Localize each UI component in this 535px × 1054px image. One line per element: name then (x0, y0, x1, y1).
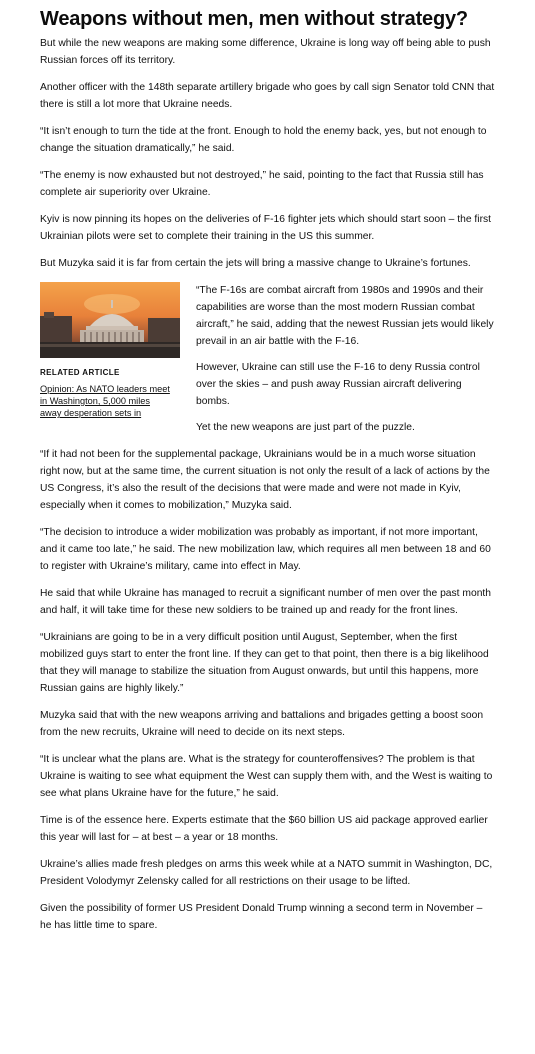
paragraph: Another officer with the 148th separate artillery brigade who goes by call sign Senator told CNN that there is still a lot more that Ukraine needs. (40, 82, 495, 110)
paragraph: “If it had not been for the supplemental package, Ukrainians would be in a much worse situation right now, but at the same time, the current situation is not only the result of a lack of actions by the US Congress, it’s also the result of the decisions that were made and were not made in Kyiv, especially when it comes to mobilization,” Muzyka said. (40, 449, 490, 511)
paragraph: However, Ukraine can still use the F-16 to deny Russia control over the skies – and push away Russian aircraft delivering bombs. (196, 362, 480, 407)
paragraph: But Muzyka said it is far from certain the jets will bring a massive change to Ukraine’s fortunes. (40, 258, 471, 269)
related-article-label: RELATED ARTICLE (40, 368, 120, 377)
paragraph: “The decision to introduce a wider mobilization was probably as important, if not more important, and it came too late,” he said. The new mobilization law, which requires all men between 18 and 60 to register with Ukraine’s military, came into effect in May. (40, 527, 491, 572)
paragraph: Muzyka said that with the new weapons arriving and battalions and brigades getting a boost soon from the new recruits, Ukraine will need to decide on its next steps. (40, 710, 484, 738)
article-body-float (196, 282, 495, 419)
paragraph: Ukraine’s allies made fresh pledges on arms this week while at a NATO summit in Washington, DC, President Volodymyr Zelensky called for all restrictions on their usage to be lifted. (40, 859, 493, 887)
related-article-block (40, 282, 495, 419)
paragraph: Given the possibility of former US President Donald Trump winning a second term in November – he has little time to spare. (40, 903, 483, 931)
paragraph: “Ukrainians are going to be in a very difficult position until August, September, when the first mobilized guys start to enter the front line. If they can get to that point, then there is a big likelihood that they will manage to stabilize the situation from August onwards, but until this happens, more Russian gains are highly likely.” (40, 632, 489, 694)
related-article-link-line[interactable]: Opinion: As NATO leaders meet (40, 384, 170, 394)
related-article-link[interactable] (40, 383, 182, 419)
paragraph: He said that while Ukraine has managed to recruit a significant number of men over the past month and half, it will take time for these new soldiers to be trained up and ready for the front lines. (40, 588, 492, 616)
paragraph: But while the new weapons are making some difference, Ukraine is long way off being able to push Russian forces off its territory. (40, 38, 491, 66)
article-body-top (40, 35, 495, 272)
paragraph: “The F-16s are combat aircraft from 1980s and 1990s and their capabilities are worse than the most modern Russian combat aircraft,” he said, adding that the newest Russian jets would likely prevail in an air battle with the F-16. (196, 285, 494, 347)
related-article-link-line[interactable]: in Washington, 5,000 miles (40, 396, 150, 406)
related-article[interactable] (40, 282, 182, 419)
related-article-link-line[interactable]: away desperation sets in (40, 408, 142, 418)
paragraph: Yet the new weapons are just part of the puzzle. (196, 422, 415, 433)
paragraph: Time is of the essence here. Experts estimate that the $60 billion US aid package approved earlier this year will last for – at best – a year or 18 months. (40, 815, 488, 843)
related-article-thumbnail[interactable] (40, 282, 180, 358)
paragraph: “It is unclear what the plans are. What is the strategy for counteroffensives? The problem is that Ukraine is waiting to see what equipment the West can supply them with, and the West is waiting to see what plans Ukraine have for the future,” he said. (40, 754, 493, 799)
paragraph: “It isn’t enough to turn the tide at the front. Enough to hold the enemy back, yes, but not enough to change the situation dramatically,” he said. (40, 126, 487, 154)
capitol-dome-image (40, 282, 180, 358)
paragraph: “The enemy is now exhausted but not destroyed,” he said, pointing to the fact that Russia still has complete air superiority over Ukraine. (40, 170, 484, 198)
paragraph: Kyiv is now pinning its hopes on the deliveries of F-16 fighter jets which should start soon – the first Ukrainian pilots were set to complete their training in the US this summer. (40, 214, 492, 242)
article-headline: Weapons without men, men without strategy? (40, 8, 468, 30)
article-body-bottom (40, 446, 495, 934)
